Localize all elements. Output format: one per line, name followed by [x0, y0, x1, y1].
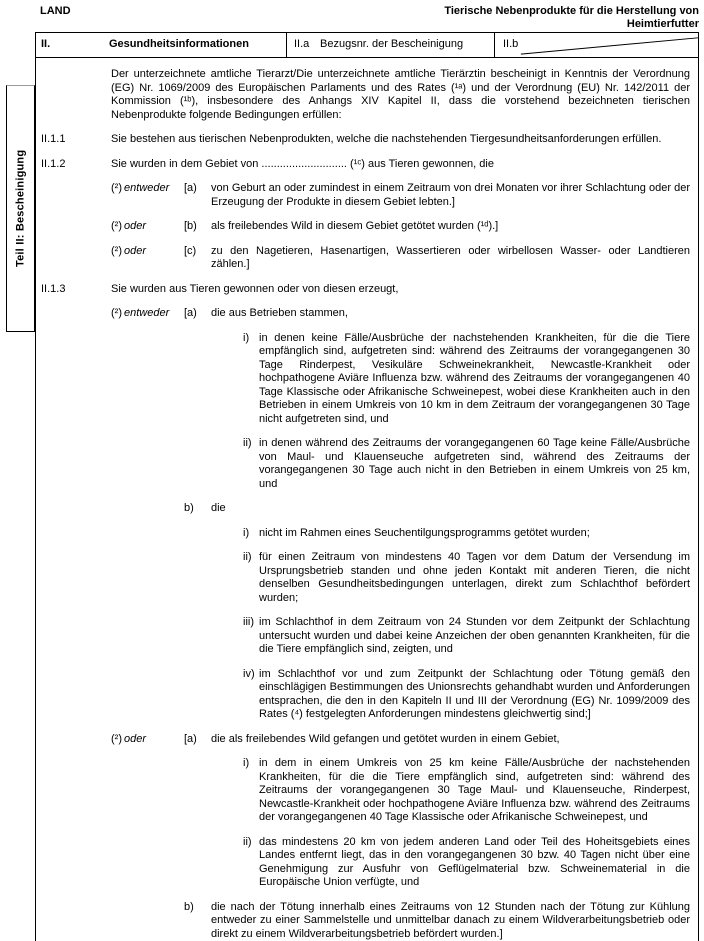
option-row-b3	[111, 901, 690, 941]
option-prefix	[111, 245, 184, 272]
sub-text: in dem in einem Umkreis von 25 km keine Fälle/Ausbrüche der nachstehenden Krankheiten, für die die Tiere empfänglich sind, aufgetreten sind: während des Zeitraums der vorangegangenen 30 Tage Maul- und Klauenseuche, Rinderpest, Newcastle-Krankheit oder hochpathogene Aviäre Influenza bzw. während des Zeitraums der vorangegangenen 40 Tage Klassische oder Afrikanische Schweinepest, und	[259, 757, 690, 823]
sub-item-ii	[243, 836, 690, 890]
option-text: zu den Nagetieren, Hasenartigen, Wassertieren oder wirbellosen Wasser- oder Landtieren zählen.]	[211, 244, 690, 270]
intro-text: Der unterzeichnete amtliche Tierarzt/Die unterzeichnete amtliche Tierärztin bescheinigt in Kenntnis der Verordnung (EG) Nr. 1069/2009 des Europäischen Parlaments und des Rates (¹ᵃ) und der Verordnung (EU) Nr. 142/2011 der Kommission (¹ᵇ), insbesondere des Anhangs XIV Kapitel II, dass die vorstehend bezeichneten tierischen Nebenprodukte folgende Bedingungen erfüllen:	[111, 68, 690, 121]
header-row	[36, 33, 698, 58]
footnote-mark: (²)	[111, 182, 122, 194]
footnote-mark: (²)	[111, 732, 122, 745]
footnote-mark: (²)	[111, 244, 122, 257]
option-prefix	[111, 307, 184, 491]
option-text: von Geburt an oder zumindest in einem Zeitraum von drei Monaten vor ihrer Schlachtung oder der Erzeugung der Produkte in diesem Gebiet lebten.]	[211, 182, 690, 208]
certificate-body	[35, 32, 699, 941]
option-word: oder	[124, 244, 147, 257]
clause-text: Sie wurden aus Tieren gewonnen oder von diesen erzeugt,	[111, 282, 399, 295]
sub-text: im Schlachthof in dem Zeitraum von 24 Stunden vor dem Zeitpunkt der Schlachtung untersucht wurden und dabei keine Anzeichen der oben genannten Krankheiten, für die die Tiere empfänglich sind, zeigten, und	[259, 616, 690, 655]
option-row-b2	[111, 502, 690, 722]
option-row-or-a3	[111, 733, 690, 890]
option-prefix	[111, 182, 184, 209]
section-number: II.	[41, 38, 51, 50]
document-title	[444, 5, 699, 30]
document-title-line1: Tierische Nebenprodukte für die Herstellung von	[444, 5, 699, 17]
sub-item-i	[243, 332, 690, 427]
section-title: Gesundheitsinformationen	[109, 38, 249, 50]
diagonal-line	[495, 33, 698, 57]
sub-marker: iii)	[243, 616, 254, 628]
sub-item-ii	[243, 551, 690, 605]
footnote-mark: (²)	[111, 307, 122, 319]
option-prefix	[111, 901, 184, 941]
sub-text: nicht im Rahmen eines Seuchentilgungsprogramms getötet wurden;	[259, 526, 590, 539]
option-word: entweder	[124, 182, 170, 194]
section-II-1-3	[41, 282, 690, 297]
option-bracket: [a)	[184, 732, 197, 745]
sub-marker: ii)	[243, 437, 252, 449]
sub-item-i	[243, 757, 690, 825]
clause-number: II.1.1	[41, 133, 66, 145]
clause-number: II.1.3	[41, 282, 66, 295]
option-bracket: [b)	[184, 220, 197, 232]
sub-text: in denen keine Fälle/Ausbrüche der nachstehenden Krankheiten, für die die Tiere empfänglich sind, aufgetreten sind: während des Zeitraums der vorangegangenen 30 Tage Rinderpest, Vesikuläre Schweinekrankheit, Newcastle-Krankheit oder hochpathogene Aviäre Influenza bzw. während des Zeitraums der vorangegangenen 40 Tage Klassische oder Afrikanische Schweinepest, wobei diese Krankheiten auch in den Betrieben in einem Umkreis von 10 km in dem Zeitraum der vorangegangenen 30 Tage nicht aufgetreten sind, und	[259, 331, 690, 425]
sub-text: für einen Zeitraum von mindestens 40 Tagen vor dem Datum der Versendung im Ursprungsbetrieb standen und ohne jeden Kontakt mit anderen Tieren, die nicht denselben Gesundheitsbedingungen unterlagen, direkt zum Schlachthof befördert wurden;	[259, 551, 690, 604]
sub-item-ii	[243, 437, 690, 491]
document-title-line2: Heimtierfutter	[626, 17, 699, 30]
option-word: entweder	[124, 307, 170, 319]
option-text: als freilebendes Wild in diesem Gebiet getötet wurden (¹ᵈ).]	[211, 220, 499, 232]
section-II-1-2	[41, 157, 690, 172]
sub-item-i	[243, 527, 690, 541]
option-bracket: b)	[184, 900, 194, 913]
footnote-mark: (²)	[111, 220, 122, 232]
page-header	[40, 5, 699, 30]
sub-text: in denen während des Zeitraums der vorangegangenen 60 Tage keine Fälle/Ausbrüche von Maul- und Klauenseuche aufgetreten sind, während des Zeitraums der vorangegangenen 30 Tage auch nicht in den Betrieben in einem Umkreis von 25 km, und	[259, 437, 690, 490]
option-row-or-c	[111, 245, 690, 272]
option-bracket: [a)	[184, 182, 197, 194]
sub-text: das mindestens 20 km von jedem anderen Land oder Teil des Hoheitsgebiets eines Landes entfernt liegt, das in den vorangegangenen 30 bzw. 40 Tagen nicht über eine Genehmigung zur Ausfuhr von Geflügelmaterial bzw. Schweinematerial in die Europäische Union verfügte, und	[259, 835, 690, 888]
sub-marker: i)	[243, 757, 250, 769]
sub-marker: ii)	[243, 835, 252, 848]
cell-health-information	[36, 33, 286, 57]
sub-marker: i)	[243, 331, 250, 344]
option-lead: die	[211, 502, 226, 514]
intro-paragraph	[111, 68, 690, 122]
sub-marker: ii)	[243, 551, 252, 563]
ref-cell-label: Bezugsnr. der Bescheinigung	[320, 38, 464, 50]
cell-reference-number	[286, 33, 494, 57]
option-row-or-b	[111, 220, 690, 234]
option-prefix	[111, 502, 184, 722]
option-word: oder	[124, 220, 147, 232]
part-ii-label-text: Teil II: Bescheinigung	[14, 149, 27, 268]
clause-text: Sie wurden in dem Gebiet von ............................ (¹ᶜ) aus Tieren gewonnen, die	[111, 157, 494, 170]
ref-cell-number: II.a	[294, 38, 310, 50]
option-lead: die aus Betrieben stammen,	[211, 307, 348, 319]
sub-marker: i)	[243, 526, 250, 539]
option-bracket: b)	[184, 502, 194, 514]
option-word: oder	[124, 732, 147, 745]
clause-number: II.1.2	[41, 157, 66, 170]
sub-text: im Schlachthof vor und zum Zeitpunkt der Schlachtung oder Tötung gemäß den einschlägigen Bestimmungen des Unionsrechts gehandhabt wurden und Anforderungen entsprachen, die den in den Kapiteln II und III der Verordnung (EG) Nr. 1099/2009 des Rates (⁴) festgelegten Anforderungen mindestens gleichwertig sind;]	[259, 667, 690, 720]
part-ii-vertical-label	[6, 85, 35, 332]
sub-item-iv	[243, 668, 690, 722]
option-lead: die als freilebendes Wild gefangen und getötet wurden in einem Gebiet,	[211, 732, 560, 745]
certificate-content	[36, 58, 698, 941]
option-bracket: [c)	[184, 244, 197, 257]
option-text: die nach der Tötung innerhalb eines Zeitraums von 12 Stunden nach der Tötung zur Kühlung entweder zu einer Sammelstelle und unmittelbar danach zu einem Wildverarbeitungsbetrieb oder direkt zu einem Wildverarbeitungsbetrieb befördert wurden.]	[211, 900, 690, 940]
option-prefix	[111, 220, 184, 234]
section-II-1-1	[41, 133, 690, 147]
sub-item-iii	[243, 616, 690, 657]
country-label: LAND	[40, 5, 71, 17]
cell-iib	[494, 33, 698, 57]
option-row-either-a	[111, 182, 690, 209]
option-row-either-a2	[111, 307, 690, 491]
clause-text: Sie bestehen aus tierischen Nebenprodukten, welche die nachstehenden Tiergesundheitsanforderungen erfüllen.	[111, 133, 662, 145]
sub-marker: iv)	[243, 667, 255, 680]
iib-label: II.b	[503, 38, 519, 50]
option-bracket: [a)	[184, 307, 197, 319]
option-prefix	[111, 733, 184, 890]
